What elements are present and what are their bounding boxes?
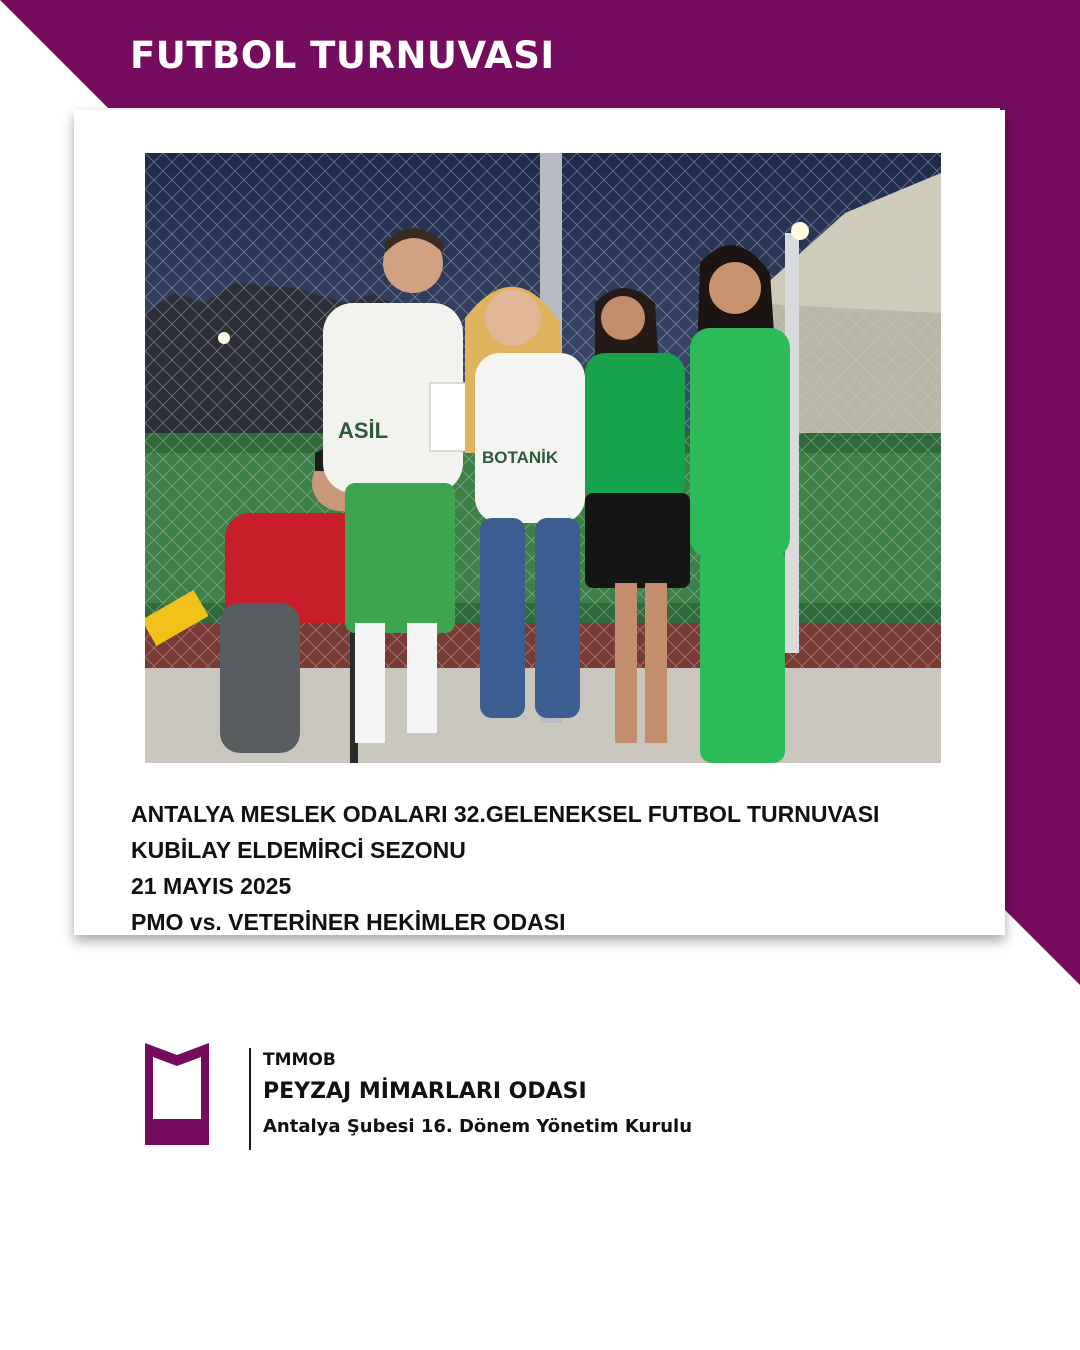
caption-date: 21 MAYIS 2025 [131,873,292,899]
chamber-logo-icon [145,1043,209,1145]
org-prefix: TMMOB [263,1050,336,1070]
group-photo [145,153,941,763]
svg-text:BOTANİK: BOTANİK [482,448,559,467]
org-board: Antalya Şubesi 16. Dönem Yönetim Kurulu [263,1116,693,1137]
footer-divider [249,1048,251,1150]
caption-tournament: ANTALYA MESLEK ODALARI 32.GELENEKSEL FUTBOL TURNUVASI [131,801,880,827]
org-name: PEYZAJ MİMARLARI ODASI [263,1079,587,1104]
caption-season: KUBİLAY ELDEMİRCİ SEZONU [131,837,466,863]
event-caption [131,796,981,940]
svg-text:ASİL: ASİL [338,418,389,443]
photo-card [74,110,1005,935]
page-title: FUTBOL TURNUVASI [130,34,555,77]
caption-match: PMO vs. VETERİNER HEKİMLER ODASI [131,909,566,935]
organization-block [263,1048,692,1142]
